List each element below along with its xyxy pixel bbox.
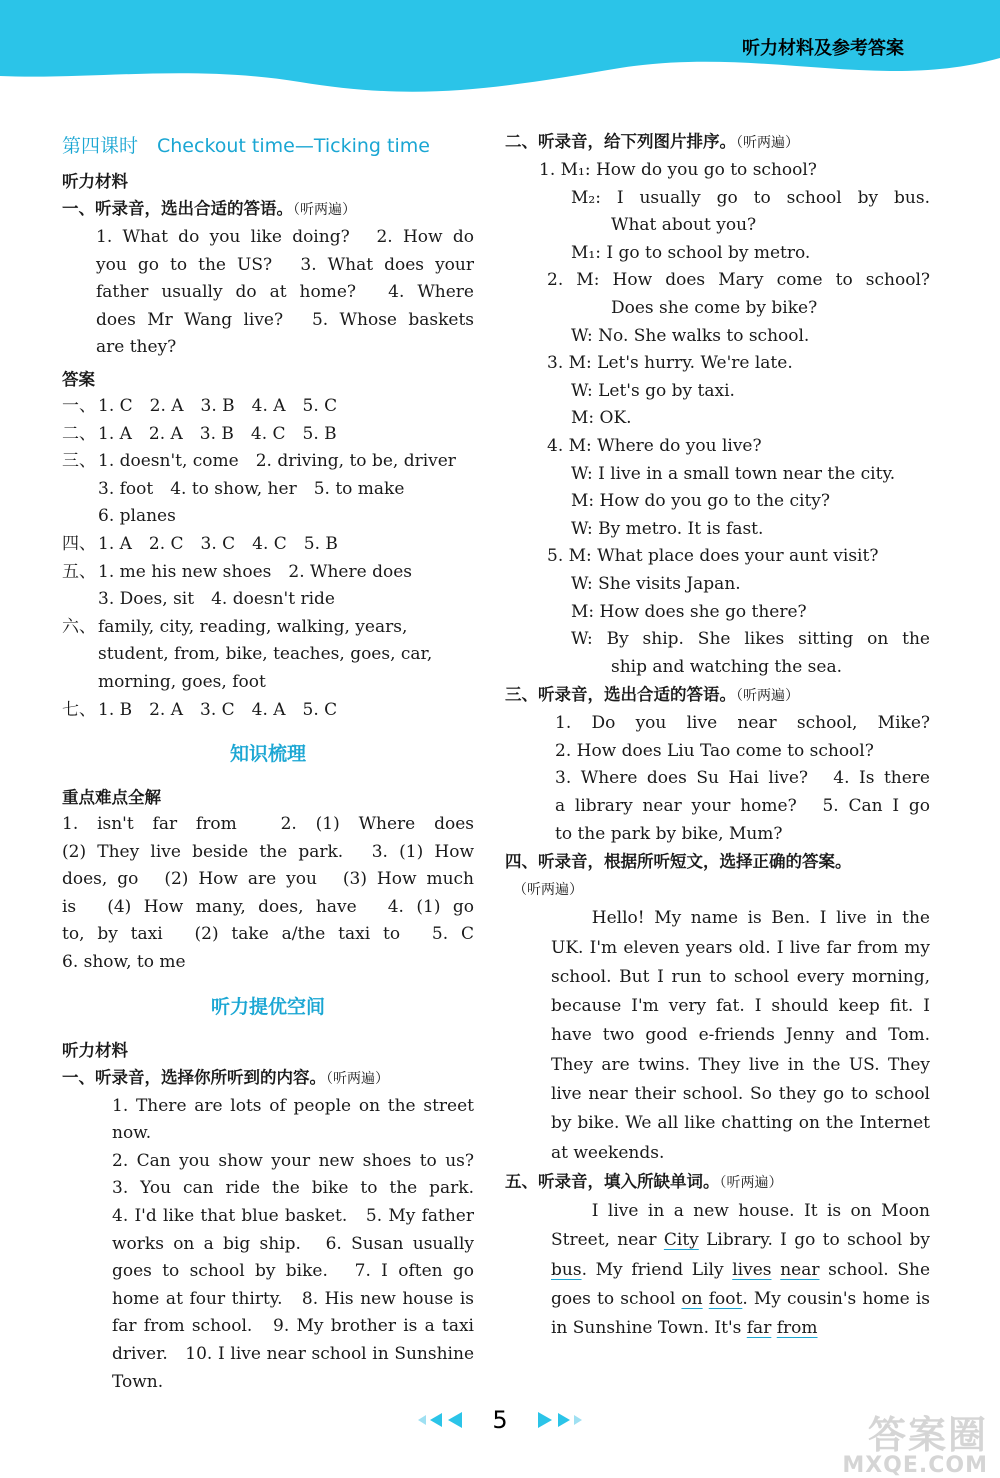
answer-blank: from [776, 1318, 818, 1339]
answer-line [62, 614, 474, 642]
section-5-passage [505, 1197, 930, 1343]
script-line: goes to school by bike. 7. I often go [112, 1261, 474, 1282]
script-line: does Mr Wang live? 5. Whose baskets [96, 309, 474, 330]
dialogue-line: 2. M: How does Mary come to school? [547, 270, 930, 291]
watermark-top: 答案圈 [867, 1413, 988, 1457]
script-line: home at four thirty. 8. His new house is [112, 1288, 474, 1309]
section-3-script [505, 710, 930, 848]
dialogue-line: Does she come by bike? [611, 297, 818, 318]
answer-text: 1. doesn't, come 2. driving, to be, driver [98, 451, 456, 472]
left-column [62, 128, 474, 1396]
key-point-line: (2) They live beside the park. 3. (1) How [62, 841, 474, 862]
answer-line [62, 393, 474, 421]
dialogue-line: 4. M: Where do you live? [547, 435, 762, 456]
dialogue-line: M: How do you go to the city? [571, 491, 831, 512]
answer-line [62, 448, 474, 476]
answer-number: 六、 [62, 616, 96, 637]
dialogue-line: W: No. She walks to school. [571, 325, 810, 346]
answer-number: 二、 [62, 423, 96, 444]
answers-list [62, 393, 474, 724]
passage-text: I live in a new house. It is on Moon Street, near [551, 1200, 930, 1251]
answer-blank: City [663, 1230, 699, 1251]
answer-blank: foot [708, 1288, 743, 1309]
passage-text: . My cousin's home is in Sunshine Town. It's [551, 1288, 930, 1339]
answer-blank: bus [551, 1259, 582, 1280]
material-label-2: 听力材料 [62, 1040, 128, 1060]
answer-line [62, 559, 474, 587]
section-1b-title-text: 一、听录音，选择你所听到的内容。 [62, 1067, 326, 1087]
answer-line [62, 531, 474, 559]
dialogue-line: W: By ship. She likes sitting on the [571, 629, 930, 650]
improve-title: 听力提优空间 [210, 995, 325, 1018]
answers-label: 答案 [62, 369, 95, 389]
answer-blank: lives [732, 1259, 772, 1280]
script-line: 4. I'd like that blue basket. 5. My father [112, 1206, 474, 1227]
answer-text: 3. foot 4. to show, her 5. to make [98, 478, 405, 499]
answer-text: 3. Does, sit 4. doesn't ride [98, 589, 335, 610]
answer-blank: near [780, 1259, 820, 1280]
dialogue-line: M₁: I go to school by metro. [571, 242, 811, 263]
dialogue-line: W: She visits Japan. [571, 573, 741, 594]
section-3-title-text: 三、听录音，选出合适的答语。 [505, 685, 736, 705]
answer-line [62, 669, 474, 697]
script-line: a library near your home? 5. Can I go [555, 796, 930, 817]
right-column [505, 128, 930, 1343]
script-line: to the park by bike, Mum? [555, 823, 783, 844]
dialogue-line: 5. M: What place does your aunt visit? [547, 546, 879, 567]
passage-text: school. She goes to school [551, 1259, 930, 1309]
section-5-title-text: 五、听录音，填入所缺单词。 [505, 1171, 720, 1191]
key-points-list [62, 811, 474, 977]
answer-line [62, 697, 474, 725]
dialogue-line: M: OK. [571, 408, 632, 429]
script-line: you go to the US? 3. What does your [96, 254, 474, 275]
script-line: 1. What do you like doing? 2. How do [96, 227, 474, 247]
answer-text: morning, goes, foot [98, 671, 266, 692]
answer-line [62, 641, 474, 669]
dialogue-line: W: Let's go by taxi. [571, 380, 735, 401]
answer-blank: on [681, 1288, 703, 1309]
page-number: 5 [492, 1406, 508, 1434]
watermark-bottom: MXQE.COM [842, 1453, 988, 1478]
section-1-note: （听两遍） [293, 202, 356, 218]
section-4-note: （听两遍） [513, 882, 583, 899]
key-point-line: is (4) How many, does, have 4. (1) go [62, 896, 474, 917]
answer-line [62, 421, 474, 449]
section-1b-title [62, 1064, 474, 1093]
script-line: are they? [96, 337, 177, 358]
answer-number: 一、 [62, 395, 96, 416]
section-4-passage: Hello! My name is Ben. I live in the UK. I'm eleven years old. I live far from my school. But I run to school every morning, because I'm very fat. I should keep fit. I have two good e-friends Jenny and Tom. They are twins. They live in the US. They live near their school. So they go to school by bike. We all like chatting on the Internet at weekends. [551, 908, 930, 1163]
script-line: works on a big ship. 6. Susan usually [112, 1233, 474, 1254]
section-1-script [62, 224, 474, 362]
header-banner [0, 0, 1000, 110]
script-line: Town. [112, 1371, 164, 1392]
script-line: 1. There are lots of people on the street now. [112, 1095, 474, 1144]
dialogue-line: M: How does she go there? [571, 601, 807, 622]
section-1b-note: （听两遍） [326, 1070, 389, 1087]
key-point-line: 1. isn't far from 2. (1) Where does [62, 814, 474, 835]
section-2-title [505, 128, 930, 157]
answer-text: 1. A 2. C 3. C 4. C 5. B [98, 533, 338, 554]
section-1-title-text: 一、听录音，选出合适的答语。 [62, 199, 293, 218]
answer-text: 1. A 2. A 3. B 4. C 5. B [98, 423, 337, 444]
answer-blank: far [746, 1318, 772, 1339]
section-1-title [62, 195, 474, 224]
script-line: 1. Do you live near school, Mike? [555, 713, 930, 734]
section-4-title: 四、听录音，根据所听短文，选择正确的答案。 [505, 852, 852, 872]
answer-text: 1. me his new shoes 2. Where does [98, 561, 412, 582]
section-5-note: （听两遍） [719, 1174, 783, 1191]
answer-number: 七、 [62, 699, 96, 720]
section-2-note: （听两遍） [736, 135, 799, 151]
dialogue-line: What about you? [611, 215, 757, 236]
key-point-line: to, by taxi (2) take a/the taxi to 5. C [62, 924, 474, 945]
dialogue-line: W: By metro. It is fast. [571, 518, 764, 539]
section-1b-script [62, 1093, 474, 1397]
material-label: 听力材料 [62, 172, 128, 191]
watermark-logo [842, 1413, 988, 1478]
answer-text: 1. C 2. A 3. B 4. A 5. C [98, 395, 338, 416]
dialogue-line: 3. M: Let's hurry. We're late. [547, 353, 793, 374]
dialogue-line: W: I live in a small town near the city. [571, 463, 896, 484]
prev-arrows-icon [418, 1410, 478, 1430]
answer-text: 6. planes [98, 506, 176, 527]
script-line: 2. Can you show your new shoes to us? [112, 1150, 474, 1171]
knowledge-title: 知识梳理 [229, 743, 306, 766]
script-line: far from school. 9. My brother is a taxi [112, 1316, 474, 1337]
section-3-title [505, 681, 930, 710]
answer-text: student, from, bike, teaches, goes, car, [98, 644, 433, 665]
dialogue-line: M₂: I usually go to school by bus. [571, 187, 930, 208]
section-2-title-text: 二、听录音，给下列图片排序。 [505, 132, 736, 151]
script-line: 2. How does Liu Tao come to school? [555, 740, 874, 761]
key-point-line: 6. show, to me [62, 952, 186, 973]
answer-line [62, 476, 474, 504]
section-5-title [505, 1168, 930, 1197]
key-points-label: 重点难点全解 [62, 788, 161, 808]
passage-text: . My friend Lily [581, 1259, 733, 1280]
answer-line [62, 503, 474, 531]
answer-number: 四、 [62, 533, 96, 554]
key-point-line: does, go (2) How are you (3) How much [62, 869, 474, 890]
script-line: 3. You can ride the bike to the park. [112, 1178, 474, 1199]
next-arrows-icon [522, 1410, 582, 1430]
dialogue-line: ship and watching the sea. [611, 656, 842, 677]
script-line: 3. Where does Su Hai live? 4. Is there [555, 768, 930, 789]
section-2-script [505, 157, 930, 681]
script-line: father usually do at home? 4. Where [96, 282, 474, 303]
passage-text: Library. I go to school by [698, 1230, 930, 1251]
section-3-note: （听两遍） [736, 688, 799, 705]
answer-line [62, 586, 474, 614]
script-line: driver. 10. I live near school in Sunshine [112, 1344, 474, 1364]
passage-text [772, 1260, 781, 1280]
answer-number: 三、 [62, 451, 96, 472]
dialogue-line: 1. M₁: How do you go to school? [539, 160, 817, 180]
lesson-title: 第四课时 Checkout time—Ticking time [62, 135, 430, 157]
header-title: 听力材料及参考答案 [742, 38, 904, 59]
answer-number: 五、 [62, 561, 96, 582]
answer-text: family, city, reading, walking, years, [98, 616, 408, 637]
answer-text: 1. B 2. A 3. C 4. A 5. C [98, 699, 338, 720]
